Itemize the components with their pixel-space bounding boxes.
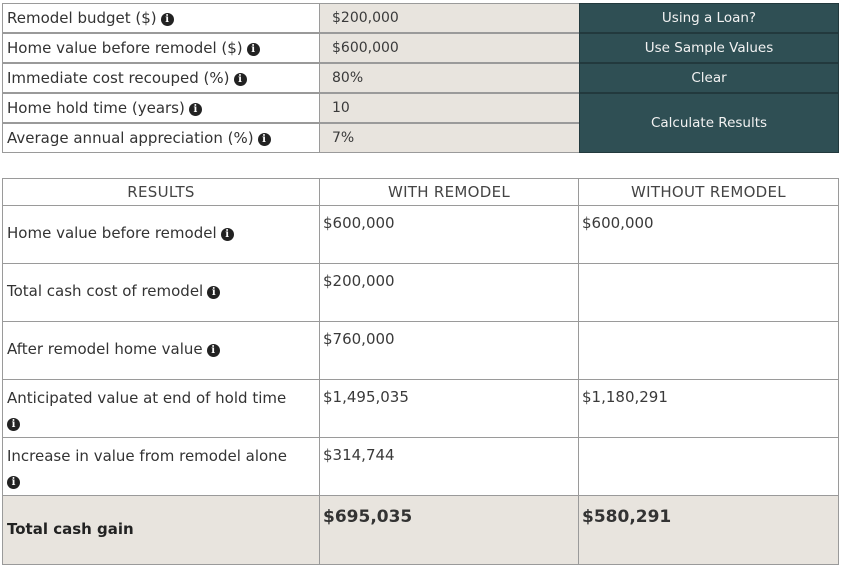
hold-time-label: Home hold time (years) i <box>2 93 320 123</box>
table-row-label: Anticipated value at end of hold time i <box>2 379 320 438</box>
info-icon[interactable]: i <box>7 476 20 489</box>
with-remodel-value: $1,495,035 <box>319 379 579 438</box>
cost-recouped-input[interactable]: 80% <box>319 63 581 93</box>
with-remodel-value: $200,000 <box>319 263 579 322</box>
info-icon[interactable]: i <box>247 43 260 56</box>
total-cash-gain-label: Total cash gain <box>2 495 320 565</box>
total-without-remodel-value: $580,291 <box>578 495 839 565</box>
home-value-input[interactable]: $600,000 <box>319 33 581 63</box>
remodel-budget-input[interactable]: $200,000 <box>319 3 581 33</box>
with-remodel-value: $314,744 <box>319 437 579 496</box>
info-icon[interactable]: i <box>207 286 220 299</box>
results-header: RESULTS <box>2 178 320 206</box>
clear-button[interactable]: Clear <box>579 63 839 93</box>
using-a-loan-button[interactable]: Using a Loan? <box>579 3 839 33</box>
without-remodel-value: $600,000 <box>578 205 839 264</box>
without-remodel-value <box>578 437 839 496</box>
remodel-budget-label: Remodel budget ($) i <box>2 3 320 33</box>
with-remodel-value: $760,000 <box>319 321 579 380</box>
calculate-results-button[interactable]: Calculate Results <box>579 93 839 153</box>
hold-time-input[interactable]: 10 <box>319 93 581 123</box>
with-remodel-header: WITH REMODEL <box>319 178 579 206</box>
without-remodel-header: WITHOUT REMODEL <box>578 178 839 206</box>
info-icon[interactable]: i <box>258 133 271 146</box>
calculator-inputs <box>2 3 839 153</box>
info-icon[interactable]: i <box>221 228 234 241</box>
info-icon[interactable]: i <box>207 344 220 357</box>
cost-recouped-label: Immediate cost recouped (%) i <box>2 63 320 93</box>
table-row-label: Total cash cost of remodel i <box>2 263 320 322</box>
appreciation-label: Average annual appreciation (%) i <box>2 123 320 153</box>
without-remodel-value <box>578 263 839 322</box>
info-icon[interactable]: i <box>189 103 202 116</box>
table-row-label: Increase in value from remodel alone i <box>2 437 320 496</box>
appreciation-input[interactable]: 7% <box>319 123 581 153</box>
table-row-label: After remodel home value i <box>2 321 320 380</box>
without-remodel-value <box>578 321 839 380</box>
info-icon[interactable]: i <box>161 13 174 26</box>
home-value-label: Home value before remodel ($) i <box>2 33 320 63</box>
without-remodel-value: $1,180,291 <box>578 379 839 438</box>
use-sample-values-button[interactable]: Use Sample Values <box>579 33 839 63</box>
info-icon[interactable]: i <box>7 418 20 431</box>
info-icon[interactable]: i <box>234 73 247 86</box>
results-table <box>2 178 839 565</box>
total-with-remodel-value: $695,035 <box>319 495 579 565</box>
with-remodel-value: $600,000 <box>319 205 579 264</box>
table-row-label: Home value before remodel i <box>2 205 320 264</box>
